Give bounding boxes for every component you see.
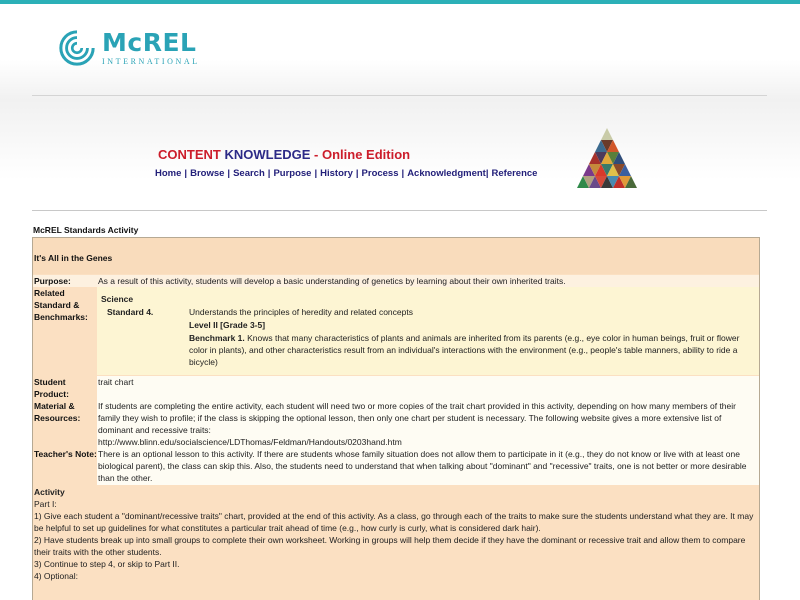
nav-history[interactable]: History xyxy=(320,168,353,179)
benchmark-text: Knows that many characteristics of plants and animals are inherited from its parents (e.g., eye color in human beings, fruit or flower color in plants), and other characteristics result from an individual's interactions with the environment (e.g., people's table manners, ability to ride a bicycle) xyxy=(189,333,740,367)
material-text: If students are completing the entire activity, each student will need two or more copies of the trait chart provided in this activity, depending on how many members of their family they wish to profile; if the class is skipping the optional lesson, then only one chart per student is necessary. The following website gives a more extensive list of dominant and recessive traits: xyxy=(98,401,736,435)
purpose-text: As a result of this activity, students will develop a basic understanding of genetics by learning about their own inherited traits. xyxy=(98,276,566,286)
pyramid-mosaic-icon xyxy=(566,126,648,198)
main-nav: Home | Browse | Search | Purpose | History | Process | Acknowledgment| Reference xyxy=(155,168,538,179)
nav-browse[interactable]: Browse xyxy=(190,168,225,179)
activity-part: Part I: xyxy=(34,499,57,509)
top-accent-bar xyxy=(0,0,800,4)
related-content xyxy=(97,287,759,375)
material-content xyxy=(97,400,759,448)
logo-subtitle: INTERNATIONAL xyxy=(102,57,200,66)
activity-table xyxy=(32,237,760,600)
title-part-content: CONTENT xyxy=(158,147,221,162)
product-text: trait chart xyxy=(97,376,759,400)
teacher-text: There is an optional lesson to this activity. If there are students whose family situation does not allow them to participate in it (e.g., they do not know or live with at least one biological parent), the class can skip this. Also, the students need to understand that when talking about "dominant" and "recessive" traits, one is not better or more desirable than the other. xyxy=(97,448,759,485)
nav-reference[interactable]: Reference xyxy=(491,168,538,179)
header-divider xyxy=(32,95,767,96)
title-part-knowledge: KNOWLEDGE xyxy=(224,147,311,162)
logo-name: McREL xyxy=(102,28,197,57)
nav-search[interactable]: Search xyxy=(233,168,265,179)
teacher-note-row xyxy=(33,448,759,485)
mcrel-logo[interactable] xyxy=(58,28,200,68)
related-standards-row xyxy=(33,287,759,375)
standard-label: Standard 4. xyxy=(107,307,154,317)
activity-step-3: 3) Continue to step 4, or skip to Part II. xyxy=(34,559,180,569)
title-part-edition: - Online Edition xyxy=(310,147,411,162)
level-label: Level II [Grade 3-5] xyxy=(189,320,266,330)
activity-heading: Activity xyxy=(34,487,65,497)
material-resources-row xyxy=(33,400,759,448)
benchmark xyxy=(189,332,756,368)
purpose-row xyxy=(33,275,759,287)
activity-title-row xyxy=(33,238,759,274)
resource-link[interactable]: http://www.blinn.edu/socialscience/LDThomas/Feldman/Handouts/0203hand.htm xyxy=(98,437,402,447)
teacher-label: Teacher's Note: xyxy=(34,449,97,459)
activity-step-2: 2) Have students break up into small groups to complete their own worksheet. Working in groups will help them decide if they have the dominant or recessive trait and allow them to compare their traits with the other students. xyxy=(34,535,746,557)
activity-row xyxy=(33,486,759,600)
nav-process[interactable]: Process xyxy=(361,168,399,179)
material-label: Material & Resources: xyxy=(34,401,81,423)
activity-step-1: 1) Give each student a "dominant/recessive traits" chart, provided at the end of this activity. As a class, go through each of the traits to make sure the students understand what they are. It may be helpful to set up guidelines for what constitutes a particular trait ahead of time (e.g., how curly is curly, what is considered dark hair). xyxy=(34,511,754,533)
benchmark-label: Benchmark 1. xyxy=(189,333,245,343)
student-product-row xyxy=(33,376,759,400)
nav-purpose[interactable]: Purpose xyxy=(273,168,312,179)
content-knowledge-title xyxy=(158,147,410,162)
related-label: Related Standard & Benchmarks: xyxy=(34,288,88,322)
standard-text: Understands the principles of heredity and related concepts xyxy=(189,307,413,317)
page-heading: McREL Standards Activity xyxy=(33,225,139,235)
activity-step-4: 4) Optional: xyxy=(34,571,78,581)
purpose-label: Purpose: xyxy=(34,276,71,286)
activity-body xyxy=(34,486,755,582)
nav-home[interactable]: Home xyxy=(155,168,182,179)
subject-label: Science xyxy=(101,294,134,304)
activity-title: It's All in the Genes xyxy=(34,253,113,263)
content-divider xyxy=(32,210,767,211)
product-label: Student Product: xyxy=(34,377,69,399)
nav-acknowledgment[interactable]: Acknowledgment xyxy=(407,168,486,179)
mcrel-swirl-icon xyxy=(58,29,96,67)
